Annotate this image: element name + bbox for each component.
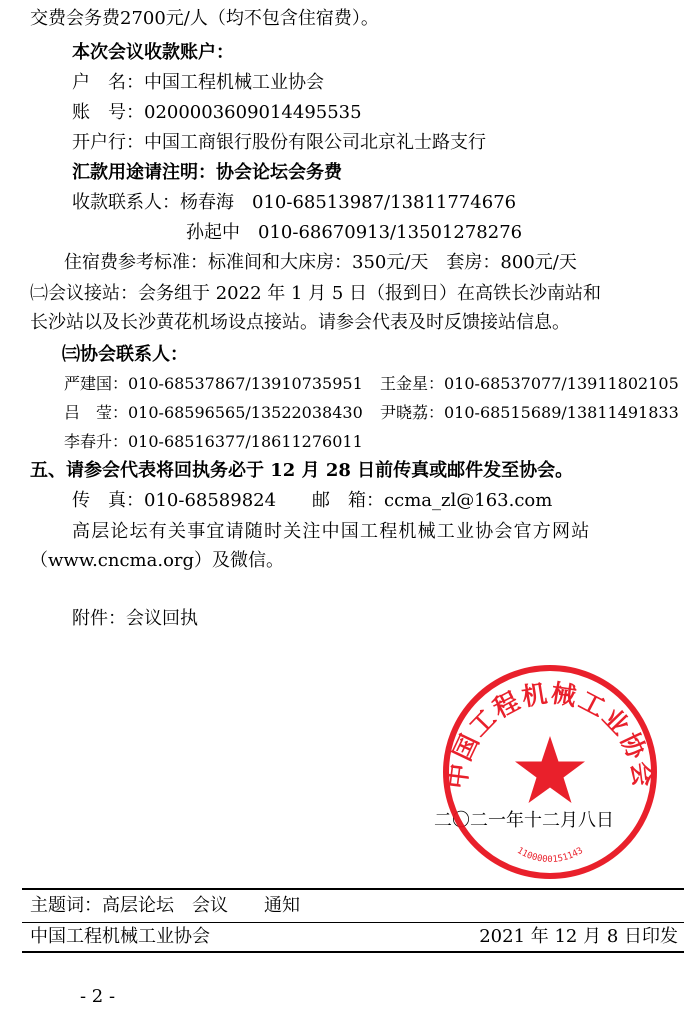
lodging-rates: 住宿费参考标准：标准间和大床房：350元/天 套房：800元/天: [64, 252, 577, 273]
seal-star-icon: [515, 736, 585, 803]
account-bank-label: 开户行：: [72, 132, 144, 153]
account-heading: 本次会议收款账户：: [72, 42, 234, 63]
account-name-label: 户 名：: [72, 72, 144, 93]
pickup-text-1: ㈡会议接站：会务组于 2022 年 1 月 5 日（报到日）在高铁长沙南站和: [30, 283, 602, 304]
footer-rule-middle: [22, 922, 684, 923]
pickup-paragraph-1: [30, 281, 601, 307]
fax-email: 传 真：010-68589824 邮 箱：ccma_zl@163.com: [72, 490, 553, 511]
issue-date: 二〇二一年十二月八日: [434, 810, 614, 831]
contact-wang: 王金星：010-68537077/13911802105: [380, 374, 679, 393]
account-name: [72, 70, 324, 96]
fee-line: 交费会务费2700元/人（均不包含住宿费）。: [30, 8, 379, 29]
account-number-label: 账 号：: [72, 102, 144, 123]
account-number: [72, 100, 362, 126]
contact-lv: 吕 莹：010-68596565/13522038430: [64, 403, 363, 422]
website-note-2: （www.cncma.org）及微信。: [30, 550, 285, 571]
account-number-value: 0200003609014495535: [144, 102, 362, 123]
section-five: 五、请参会代表将回执务必于 12 月 28 日前传真或邮件发至协会。: [30, 460, 574, 481]
footer-rule-top: [22, 888, 684, 890]
account-name-value: 中国工程机械工业协会: [144, 72, 324, 93]
remittance-note: 汇款用途请注明：协会论坛会务费: [72, 162, 342, 183]
seal-serial: 1100000151143: [515, 845, 585, 865]
payee-contact-value: 杨春海 010-68513987/13811774676: [180, 192, 517, 213]
contact-yin: 尹晓荔：010-68515689/13811491833: [380, 403, 679, 422]
payee-contact: [72, 190, 516, 216]
attachment-line: 附件：会议回执: [72, 608, 198, 629]
account-bank-value: 中国工商银行股份有限公司北京礼士路支行: [144, 132, 486, 153]
pickup-paragraph-2: 长沙站以及长沙黄花机场设点接站。请参会代表及时反馈接站信息。: [30, 312, 570, 333]
website-note-1: 高层论坛有关事宜请随时关注中国工程机械工业协会官方网站: [72, 521, 591, 542]
contact-li: 李春升：010-68516377/18611276011: [64, 432, 363, 451]
footer-rule-bottom: [22, 951, 684, 953]
payee-contact-2: 孙起中 010-68670913/13501278276: [186, 222, 523, 243]
contacts-heading: ㈢协会联系人：: [62, 344, 188, 365]
official-seal-stamp: [440, 662, 660, 882]
subject-words: 主题词：高层论坛 会议 通知: [30, 895, 300, 916]
print-date: 2021 年 12 月 8 日印发: [479, 926, 678, 947]
payee-contact-label: 收款联系人：: [72, 192, 180, 213]
issuer-name: 中国工程机械工业协会: [30, 926, 210, 947]
seal-text: 中国工程机械工业协会: [442, 678, 658, 791]
account-bank: [72, 130, 486, 156]
page-number: - 2 -: [80, 986, 116, 1007]
contact-yan: 严建国：010-68537867/13910735951: [64, 374, 363, 393]
